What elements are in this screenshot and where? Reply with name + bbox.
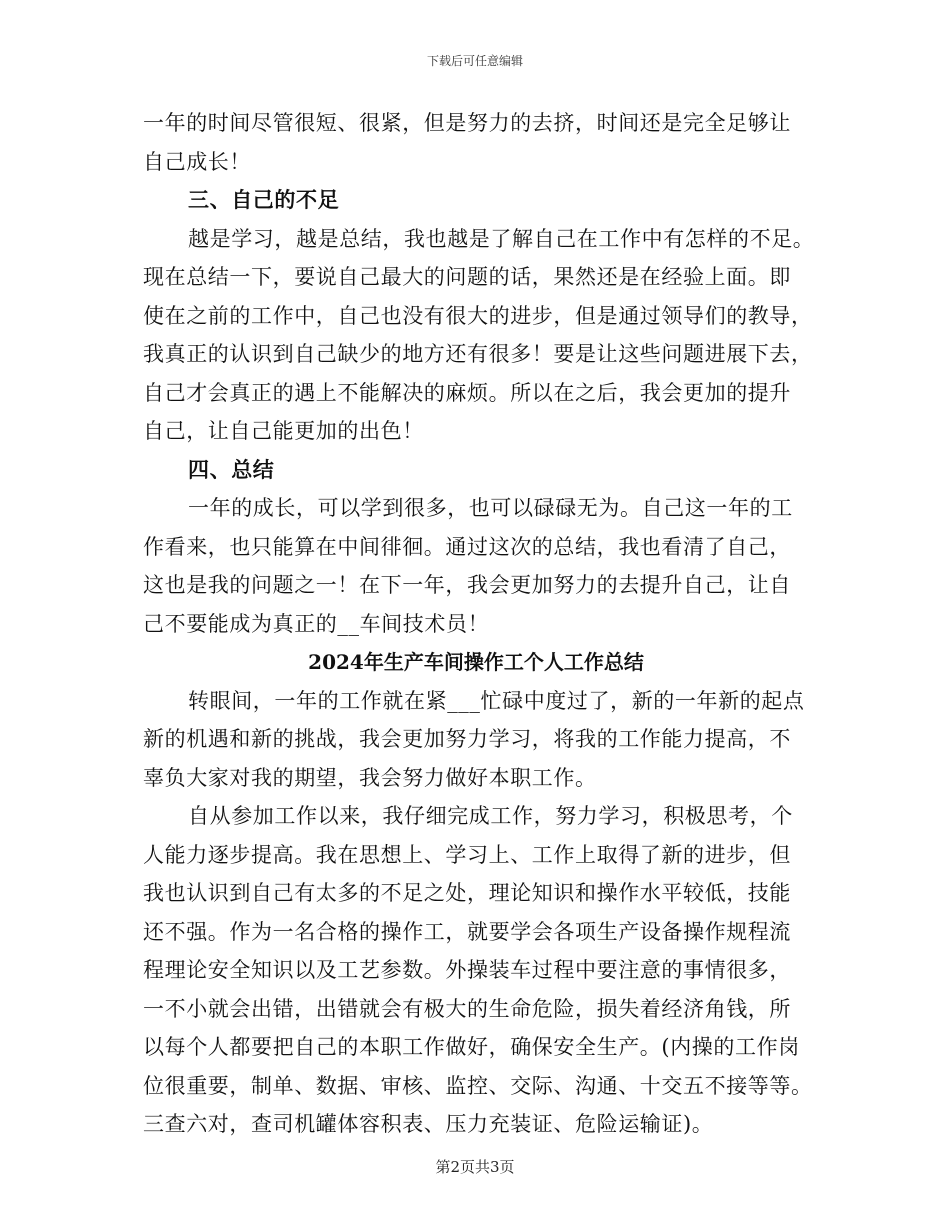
body-text-line: 我真正的认识到自己缺少的地方还有很多！要是让这些问题进展下去， <box>143 342 813 366</box>
body-text-line: 这也是我的问题之一！在下一年，我会更加努力的去提升自己，让自 <box>143 573 791 597</box>
body-text-line: 己不要能成为真正的__车间技术员！ <box>143 611 490 636</box>
body-text-line: 新的机遇和新的挑战，我会更加努力学习，将我的工作能力提高，不 <box>143 727 791 751</box>
paragraph-first-line: 转眼间，一年的工作就在紧___忙碌中度过了，新的一年新的起点 <box>188 688 805 713</box>
body-text-line: 三查六对，查司机罐体容积表、压力充装证、危险运输证)。 <box>143 1112 714 1136</box>
body-text-line: 现在总结一下，要说自己最大的问题的话，果然还是在经验上面。即 <box>143 265 791 289</box>
body-text-line: 一不小就会出错，出错就会有极大的生命危险，损失着经济角钱，所 <box>143 996 791 1021</box>
body-text-line: 作看来，也只能算在中间徘徊。通过这次的总结，我也看清了自己， <box>143 534 791 559</box>
body-text-line: 位很重要，制单、数据、审核、监控、交际、沟通、十交五不接等等。 <box>143 1073 813 1098</box>
section-heading: 四、总结 <box>188 456 275 482</box>
document-body <box>143 104 815 1144</box>
body-text-line: 人能力逐步提高。我在思想上、学习上、工作上取得了新的进步，但 <box>143 842 791 867</box>
body-text-line: 以每个人都要把自己的本职工作做好，确保安全生产。(内操的工作岗 <box>143 1035 800 1059</box>
document-title: 2024年生产车间操作工个人工作总结 <box>308 650 644 674</box>
page-header-note: 下载后可任意编辑 <box>426 54 523 68</box>
body-text-line: 自己才会真正的遇上不能解决的麻烦。所以在之后，我会更加的提升 <box>143 380 791 405</box>
body-text-line: 自己，让自己能更加的出色！ <box>143 419 424 443</box>
paragraph-first-line: 一年的成长，可以学到很多，也可以碌碌无为。自己这一年的工 <box>188 496 793 520</box>
body-text-line: 一年的时间尽管很短、很紧，但是努力的去挤，时间还是完全足够让 <box>143 111 791 135</box>
page-number: 第2页共3页 <box>435 1158 515 1176</box>
body-text-line: 辜负大家对我的期望，我会努力做好本职工作。 <box>143 765 597 790</box>
body-text-line: 使在之前的工作中，自己也没有很大的进步，但是通过领导们的教导， <box>143 303 813 328</box>
body-text-line: 自己成长！ <box>143 149 251 174</box>
paragraph-first-line: 越是学习，越是总结，我也越是了解自己在工作中有怎样的不足。 <box>188 226 815 251</box>
body-text-line: 我也认识到自己有太多的不足之处，理论知识和操作水平较低，技能 <box>143 881 791 905</box>
section-heading: 三、自己的不足 <box>188 187 340 212</box>
body-text-line: 还不强。作为一名合格的操作工，就要学会各项生产设备操作规程流 <box>143 919 791 944</box>
paragraph-first-line: 自从参加工作以来，我仔细完成工作，努力学习，积极思考，个 <box>188 804 793 828</box>
body-text-line: 程理论安全知识以及工艺参数。外操装车过程中要注意的事情很多， <box>143 958 791 982</box>
